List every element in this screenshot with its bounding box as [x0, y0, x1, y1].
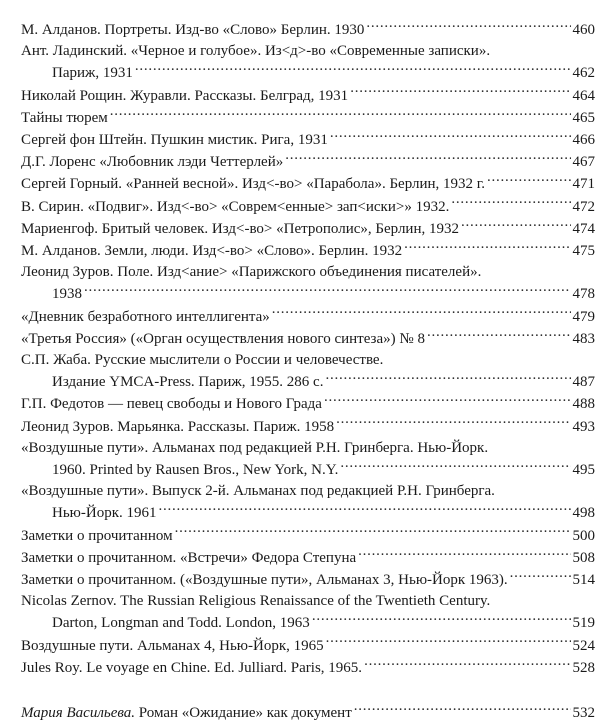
- toc-entry-line: [21, 218, 595, 240]
- dot-leader: [272, 306, 571, 321]
- toc-entry-continuation-line: [21, 283, 595, 305]
- toc-entry-line: [21, 547, 595, 569]
- toc-entry-line: [21, 240, 595, 262]
- dot-leader: [312, 612, 571, 627]
- dot-leader: [404, 240, 570, 255]
- toc-entry-page: 464: [572, 87, 595, 104]
- toc-entry-line: [21, 393, 595, 415]
- toc-entry-line: [21, 41, 595, 62]
- toc-entry: [21, 547, 595, 569]
- toc-entry-page: 475: [572, 243, 595, 260]
- toc-entry-line: [21, 328, 595, 350]
- toc-entry-title: Nicolas Zernov. The Russian Religious Renaissance of the Twentieth Century.: [21, 593, 491, 610]
- dot-leader: [451, 196, 570, 211]
- toc-entry-line: [21, 481, 595, 502]
- toc-entry: [21, 19, 595, 41]
- toc-entry-continuation-line: [21, 612, 595, 634]
- dot-leader: [84, 283, 571, 298]
- toc-entry-title-text: Роман «Ожидание» как документ: [135, 705, 352, 722]
- dot-leader: [336, 416, 570, 431]
- toc-entry-line: [21, 196, 595, 218]
- toc-entry-page: 478: [572, 286, 595, 303]
- toc-entry-page: 474: [572, 220, 595, 237]
- table-of-contents: [21, 19, 595, 724]
- toc-entry: [21, 481, 595, 524]
- toc-entry-title: Заметки о прочитанном. («Воздушные пути», Альманах 3, Нью-Йорк 1963).: [21, 572, 508, 589]
- dot-leader: [358, 547, 570, 562]
- dot-leader: [110, 107, 571, 122]
- toc-entry: [21, 416, 595, 438]
- toc-entry-page: 460: [572, 22, 595, 38]
- toc-entry: [21, 41, 595, 84]
- toc-entry-page: 479: [572, 308, 595, 325]
- toc-entry-page: 467: [572, 154, 595, 171]
- dot-leader: [427, 328, 571, 343]
- toc-entry-title: Мариенгоф. Бритый человек. Изд<-во> «Петрополис», Берлин, 1932: [21, 220, 459, 237]
- toc-entry-title: [21, 703, 352, 724]
- toc-entry-line: [21, 350, 595, 371]
- toc-entry-page: 508: [572, 549, 595, 566]
- toc-entry-continuation-line: [21, 62, 595, 84]
- dot-leader: [350, 85, 570, 100]
- toc-entry-title: М. Алданов. Земли, люди. Изд<-во> «Слово». Берлин. 1932: [21, 243, 403, 260]
- toc-entry-title: Тайны тюрем: [21, 109, 108, 126]
- toc-entry-page: 483: [572, 330, 595, 347]
- toc-entry-title: Нью-Йорк. 1961: [52, 505, 157, 522]
- toc-entry-page: 488: [572, 396, 595, 413]
- toc-entry-title: В. Сирин. «Подвиг». Изд<-во> «Соврем<енные> зап<иски>» 1932.: [21, 198, 450, 215]
- toc-entry: [21, 129, 595, 151]
- toc-entry-line: [21, 129, 595, 151]
- toc-entry-author: Мария Васильева.: [21, 705, 136, 722]
- toc-entry: [21, 438, 595, 481]
- dot-leader: [330, 129, 571, 144]
- toc-entry-line: [21, 306, 595, 328]
- toc-entry-title: Ант. Ладинский. «Черное и голубое». Из<д>-во «Современные записки».: [21, 43, 491, 60]
- toc-entry-continuation-line: [21, 459, 595, 481]
- toc-entry: [21, 635, 595, 657]
- toc-entry-page: 472: [572, 198, 595, 215]
- toc-entry-continuation-line: [21, 371, 595, 393]
- toc-entry-title: Издание YMCA-Press. Париж, 1955. 286 с.: [52, 374, 324, 391]
- toc-entry-page: 493: [572, 418, 595, 435]
- dot-leader: [340, 459, 570, 474]
- toc-entry-title: «Воздушные пути». Выпуск 2-й. Альманах под редакцией Р.Н. Гринберга.: [21, 483, 495, 500]
- toc-entry-title: «Дневник безработного интеллигента»: [21, 308, 270, 325]
- toc-entry-title: Леонид Зуров. Марьянка. Рассказы. Париж. 1958: [21, 418, 335, 435]
- toc-entry-title: Д.Г. Лоренс «Любовник лэди Четтерлей»: [21, 154, 284, 171]
- toc-entry-page: 532: [572, 705, 595, 722]
- toc-entry-page: 528: [572, 659, 595, 676]
- section-gap: [21, 679, 595, 702]
- toc-entry: [21, 328, 595, 350]
- toc-entry-page: 495: [572, 462, 595, 479]
- toc-entry-title: Сергей фон Штейн. Пушкин мистик. Рига, 1931: [21, 132, 328, 149]
- dot-leader: [159, 502, 571, 517]
- toc-entry: [21, 262, 595, 305]
- toc-entry-title: М. Алданов. Портреты. Изд-во «Слово» Берлин. 1930: [21, 22, 365, 38]
- dot-leader: [325, 371, 570, 386]
- toc-entry: [21, 657, 595, 679]
- toc-entry: [21, 107, 595, 129]
- dot-leader: [175, 525, 571, 540]
- dot-leader: [366, 19, 570, 34]
- toc-entry-page: 487: [572, 374, 595, 391]
- toc-entry-title: Париж, 1931: [52, 65, 133, 82]
- toc-entry-page: 500: [572, 527, 595, 544]
- toc-entry: [21, 218, 595, 240]
- toc-entry: [21, 591, 595, 634]
- toc-entry-line: [21, 262, 595, 283]
- toc-entry-title: Г.П. Федотов — певец свободы и Нового Града: [21, 396, 322, 413]
- toc-entry-page: 519: [572, 615, 595, 632]
- toc-entry-continuation-line: [21, 502, 595, 524]
- toc-entry-title: Сергей Горный. «Ранней весной». Изд<-во> «Парабола». Берлин, 1932 г.: [21, 176, 486, 193]
- toc-entry-final: [21, 702, 595, 724]
- toc-entry-line: [21, 85, 595, 107]
- toc-entry-page: 498: [572, 505, 595, 522]
- dot-leader: [326, 635, 571, 650]
- toc-entry-title: Заметки о прочитанном: [21, 527, 173, 544]
- toc-entry-title: «Третья Россия» («Орган осуществления нового синтеза») № 8: [21, 330, 425, 347]
- toc-entry-title: Николай Рощин. Журавли. Рассказы. Белград, 1931: [21, 87, 349, 104]
- toc-entry-title: Jules Roy. Le voyage en Chine. Ed. Julliard. Paris, 1965.: [21, 659, 363, 676]
- dot-leader: [487, 173, 570, 188]
- toc-entry: [21, 393, 595, 415]
- toc-entry-title: 1960. Printed by Rausen Bros., New York, N.Y.: [52, 462, 339, 479]
- toc-entry-line: [21, 635, 595, 657]
- dot-leader: [324, 393, 571, 408]
- toc-entry-line: [21, 657, 595, 679]
- toc-entries: [21, 19, 595, 679]
- toc-entry-page: 465: [572, 109, 595, 126]
- dot-leader: [135, 62, 571, 77]
- toc-entry-page: 462: [572, 65, 595, 82]
- dot-leader: [354, 702, 571, 717]
- toc-entry-title: Леонид Зуров. Поле. Изд<ание> «Парижского объединения писателей».: [21, 264, 482, 281]
- toc-entry-line: [21, 525, 595, 547]
- toc-entry: [21, 525, 595, 547]
- toc-entry-page: 471: [572, 176, 595, 193]
- dot-leader: [364, 657, 570, 672]
- toc-entry: [21, 350, 595, 393]
- toc-entry: [21, 151, 595, 173]
- toc-entry: [21, 569, 595, 591]
- toc-entry: [21, 306, 595, 328]
- toc-entry-line: [21, 438, 595, 459]
- toc-entry-line: [21, 151, 595, 173]
- toc-entry-title: Воздушные пути. Альманах 4, Нью-Йорк, 1965: [21, 637, 324, 654]
- toc-entry-page: 524: [572, 637, 595, 654]
- toc-entry-page: 514: [572, 572, 595, 589]
- toc-entry-page: 466: [572, 132, 595, 149]
- toc-entry: [21, 196, 595, 218]
- toc-entry: [21, 240, 595, 262]
- toc-entry-title: 1938: [52, 286, 82, 303]
- toc-entry-line: [21, 416, 595, 438]
- toc-entry-line: [21, 591, 595, 612]
- toc-entry: [21, 173, 595, 195]
- dot-leader: [510, 569, 571, 584]
- dot-leader: [285, 151, 570, 166]
- toc-entry: [21, 85, 595, 107]
- toc-entry-line: [21, 702, 595, 724]
- toc-entry-line: [21, 19, 595, 41]
- toc-entry-line: [21, 569, 595, 591]
- toc-entry-title: Darton, Longman and Todd. London, 1963: [52, 615, 310, 632]
- toc-entry-title: С.П. Жаба. Русские мыслители о России и человечестве.: [21, 352, 384, 369]
- dot-leader: [461, 218, 571, 233]
- toc-entry-line: [21, 107, 595, 129]
- toc-entry-title: «Воздушные пути». Альманах под редакцией Р.Н. Гринберга. Нью-Йорк.: [21, 439, 489, 456]
- toc-entry-title: Заметки о прочитанном. «Встречи» Федора Степуна: [21, 549, 357, 566]
- toc-entry-line: [21, 173, 595, 195]
